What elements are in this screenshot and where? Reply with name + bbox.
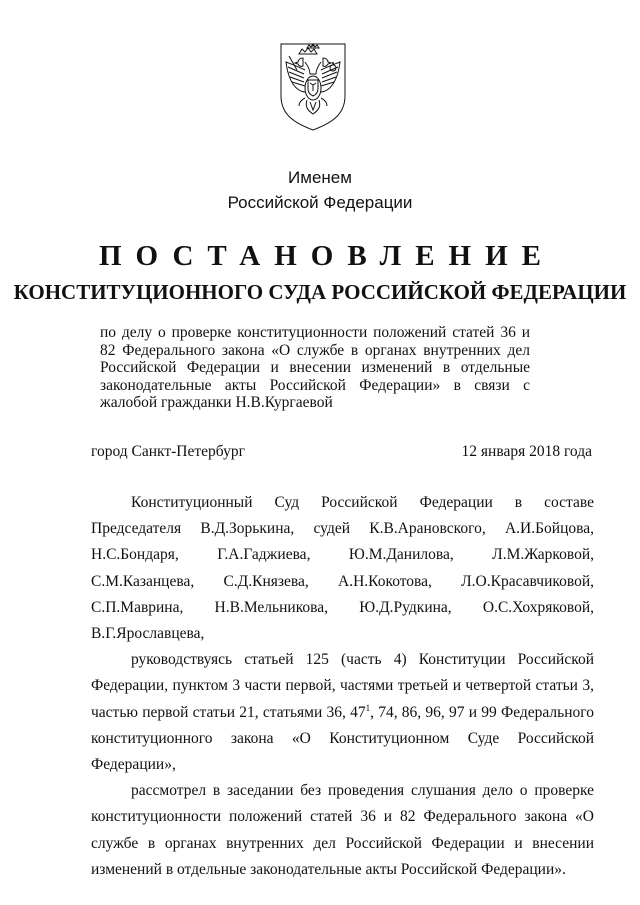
article-superscript: 1 [365,702,371,713]
russian-federation-line: Российской Федерации [227,193,413,212]
document-title: ПОСТАНОВЛЕНИЕ [98,240,555,272]
legal-basis-paragraph [91,647,594,778]
legal-basis-text-end: , 74, 86, 96, 97 и 99 Федерального конституционного закона «О Конституционном Суде Российской Федерации», [91,703,594,774]
date-of-issue: 12 января 2018 года [461,443,592,460]
coat-of-arms-icon [277,40,349,132]
case-subject: по делу о проверке конституционности положений статей 36 и 82 Федерального закона «О службе в органах внутренних дел Российской Федерации и внесении изменений в отдельные законодательные акты Российской Федерации» в связи с жалобой гражданки Н.В.Кургаевой [100,324,530,411]
considered-paragraph: рассмотрел в заседании без проведения слушания дело о проверке конституционности положений статей 36 и 82 Федерального закона «О службе в органах внутренних дел Российской Федерации и внесении изменений в отдельные законодательные акты Российской Федерации». [91,782,594,878]
composition-paragraph: Конституционный Суд Российской Федерации в составе Председателя В.Д.Зорькина, судей К.В.Арановского, А.И.Бойцова, Н.С.Бондаря, Г.А.Гаджиева, Ю.М.Данилова, Л.М.Жарковой, С.М.Казанцева, С.Д.Князева, А.Н.Кокотова, Л.О.Красавчиковой, С.П.Маврина, Н.В.Мельникова, Ю.Д.Рудкина, О.С.Хохряковой, В.Г.Ярославцева, [91,494,594,643]
in-the-name-of: Именем [288,168,352,187]
legal-basis-text-start: руководствуясь статьей 125 (часть 4) Конституции Российской Федерации, пунктом 3 части первой, частями третьей и четвертой статьи 3, частью первой статьи 21, статьями 36, 47 [91,651,594,721]
document-body [91,490,594,883]
place-of-issue: город Санкт-Петербург [91,443,245,460]
court-name: КОНСТИТУЦИОННОГО СУДА РОССИЙСКОЙ ФЕДЕРАЦИИ [13,280,627,304]
